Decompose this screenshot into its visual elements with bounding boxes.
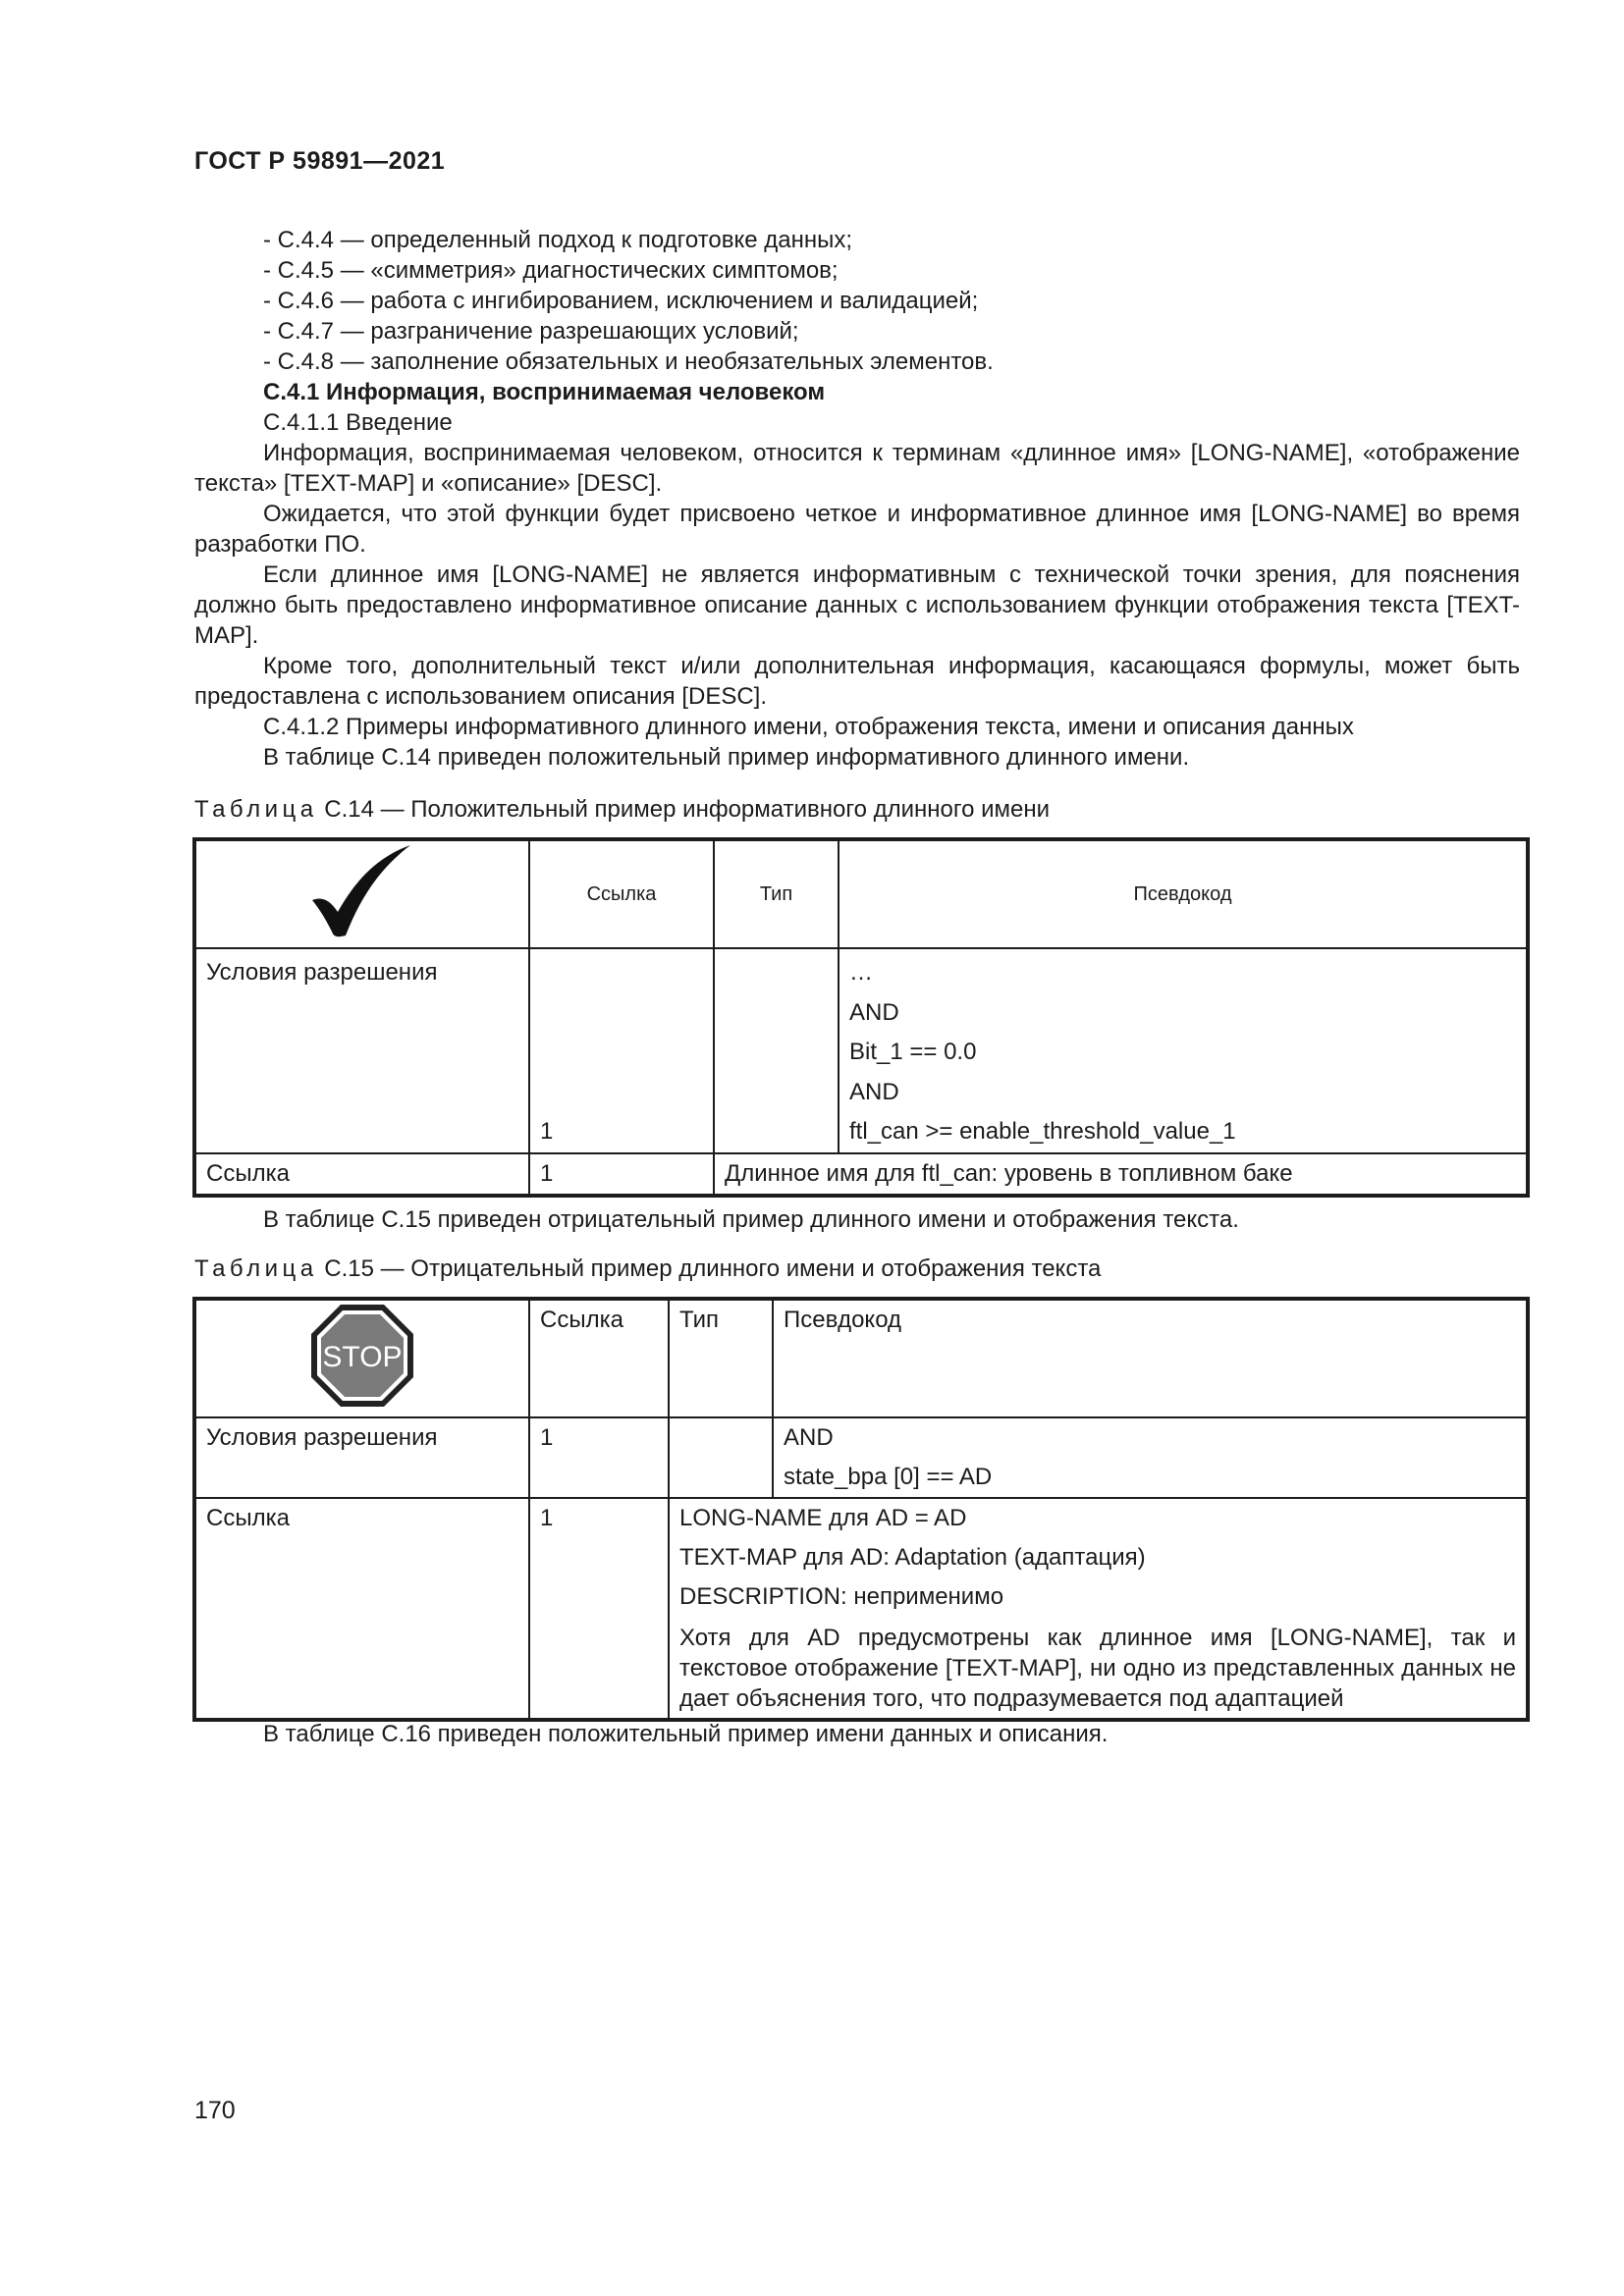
row-code (839, 948, 1527, 1153)
row-ref: 1 (529, 1417, 669, 1498)
list-item: - С.4.4 — определенный подход к подготовке данных; (263, 227, 853, 253)
row-label: Ссылка (195, 1498, 529, 1719)
row-label (195, 948, 529, 1153)
caption-text: С.15 — Отрицательный пример длинного имени и отображения текста (317, 1255, 1102, 1282)
list-item: - С.4.8 — заполнение обязательных и необязательных элементов. (263, 348, 994, 375)
table-row (195, 840, 1527, 948)
detail-line: TEXT-MAP для AD: Adaptation (адаптация) (679, 1544, 1146, 1571)
after-text (194, 1719, 1520, 1749)
cell-text (540, 1033, 703, 1073)
table-row (195, 1153, 1527, 1195)
row-text: Длинное имя для ftl_can: уровень в топливном баке (714, 1153, 1527, 1195)
header-code: Псевдокод (839, 840, 1527, 948)
paragraph: В таблице С.15 приведен отрицательный пример длинного имени и отображения текста. (263, 1206, 1239, 1233)
cell-text (540, 993, 703, 1034)
header-ref: Ссылка (529, 1300, 669, 1417)
table-14-caption (194, 795, 1050, 825)
header-type: Тип (669, 1300, 773, 1417)
detail-line: LONG-NAME для AD = AD (679, 1505, 967, 1531)
cell-text: Условия разрешения (206, 959, 438, 986)
stop-sign-icon (309, 1303, 415, 1409)
list-item: - С.4.6 — работа с ингибированием, исключением и валидацией; (263, 288, 979, 314)
paragraph: Если длинное имя [LONG-NAME] не является информативным с технической точки зрения, для пояснения должно быть предоставлено информативное описание данных с использованием функции отображения текста [TEXT-MAP]. (194, 561, 1520, 649)
page-number: 170 (194, 2097, 236, 2124)
code-line: ftl_can >= enable_threshold_value_1 (849, 1118, 1236, 1145)
row-label: Ссылка (195, 1153, 529, 1195)
between-text (194, 1204, 1520, 1235)
paragraph: В таблице С.16 приведен положительный пример имени данных и описания. (263, 1721, 1109, 1747)
table-row (195, 1498, 1527, 1719)
stop-text: STOP (322, 1340, 403, 1373)
code-line: state_bpa [0] == AD (784, 1464, 993, 1490)
list-item: - С.4.5 — «симметрия» диагностических симптомов; (263, 257, 839, 284)
paragraph: Информация, воспринимаемая человеком, относится к терминам «длинное имя» [LONG-NAME], «отображение текста» [TEXT-MAP] и «описание» [DESC]. (194, 440, 1520, 497)
caption-text: С.14 — Положительный пример информативного длинного имени (317, 796, 1051, 823)
table-row (195, 1300, 1527, 1417)
row-details (669, 1498, 1527, 1719)
table-14 (194, 839, 1528, 1196)
paragraph: В таблице С.14 приведен положительный пример информативного длинного имени. (263, 744, 1190, 771)
header-code: Псевдокод (773, 1300, 1527, 1417)
table-icon-cell (195, 840, 529, 948)
section-title: С.4.1 Информация, воспринимаемая человеком (263, 379, 826, 405)
detail-note: Хотя для AD предусмотрены как длинное имя [LONG-NAME], так и текстовое отображение [TEXT-MAP], ни одно из представленных данных не дает объяснения того, что подразумевается под адаптацией (679, 1625, 1516, 1712)
row-ref: 1 (529, 1498, 669, 1719)
cell-text (540, 1073, 703, 1113)
header-type: Тип (714, 840, 839, 948)
table-15-caption (194, 1255, 1101, 1284)
paragraph: Ожидается, что этой функции будет присвоено четкое и информативное длинное имя [LONG-NAME] во время разработки ПО. (194, 501, 1520, 558)
intro-text (194, 225, 1520, 773)
code-line: AND (784, 1424, 834, 1451)
table-row (195, 1417, 1527, 1498)
row-ref (529, 948, 714, 1153)
list-item: - С.4.7 — разграничение разрешающих условий; (263, 318, 799, 345)
row-type (714, 948, 839, 1153)
row-ref: 1 (529, 1153, 714, 1195)
page-header: ГОСТ Р 59891—2021 (194, 147, 446, 175)
caption-prefix: Таблица (194, 796, 318, 823)
table-icon-cell (195, 1300, 529, 1417)
paragraph: Кроме того, дополнительный текст и/или дополнительная информация, касающаяся формулы, может быть предоставлена с использованием описания [DESC]. (194, 653, 1520, 710)
code-line: AND (849, 998, 899, 1026)
checkmark-icon (308, 843, 416, 939)
row-code (773, 1417, 1527, 1498)
code-line: AND (849, 1078, 899, 1105)
code-line: … (849, 959, 873, 986)
table-15 (194, 1299, 1528, 1720)
row-label: Условия разрешения (195, 1417, 529, 1498)
header-ref: Ссылка (529, 840, 714, 948)
code-line: Bit_1 == 0.0 (849, 1039, 977, 1065)
cell-text: 1 (540, 1118, 554, 1145)
subsection-title: С.4.1.1 Введение (263, 409, 453, 436)
caption-prefix: Таблица (194, 1255, 318, 1282)
table-row (195, 948, 1527, 1153)
paragraph: С.4.1.2 Примеры информативного длинного имени, отображения текста, имени и описания данных (263, 714, 1354, 740)
detail-line: DESCRIPTION: неприменимо (679, 1583, 1004, 1610)
row-type (669, 1417, 773, 1498)
cell-text (540, 953, 703, 993)
